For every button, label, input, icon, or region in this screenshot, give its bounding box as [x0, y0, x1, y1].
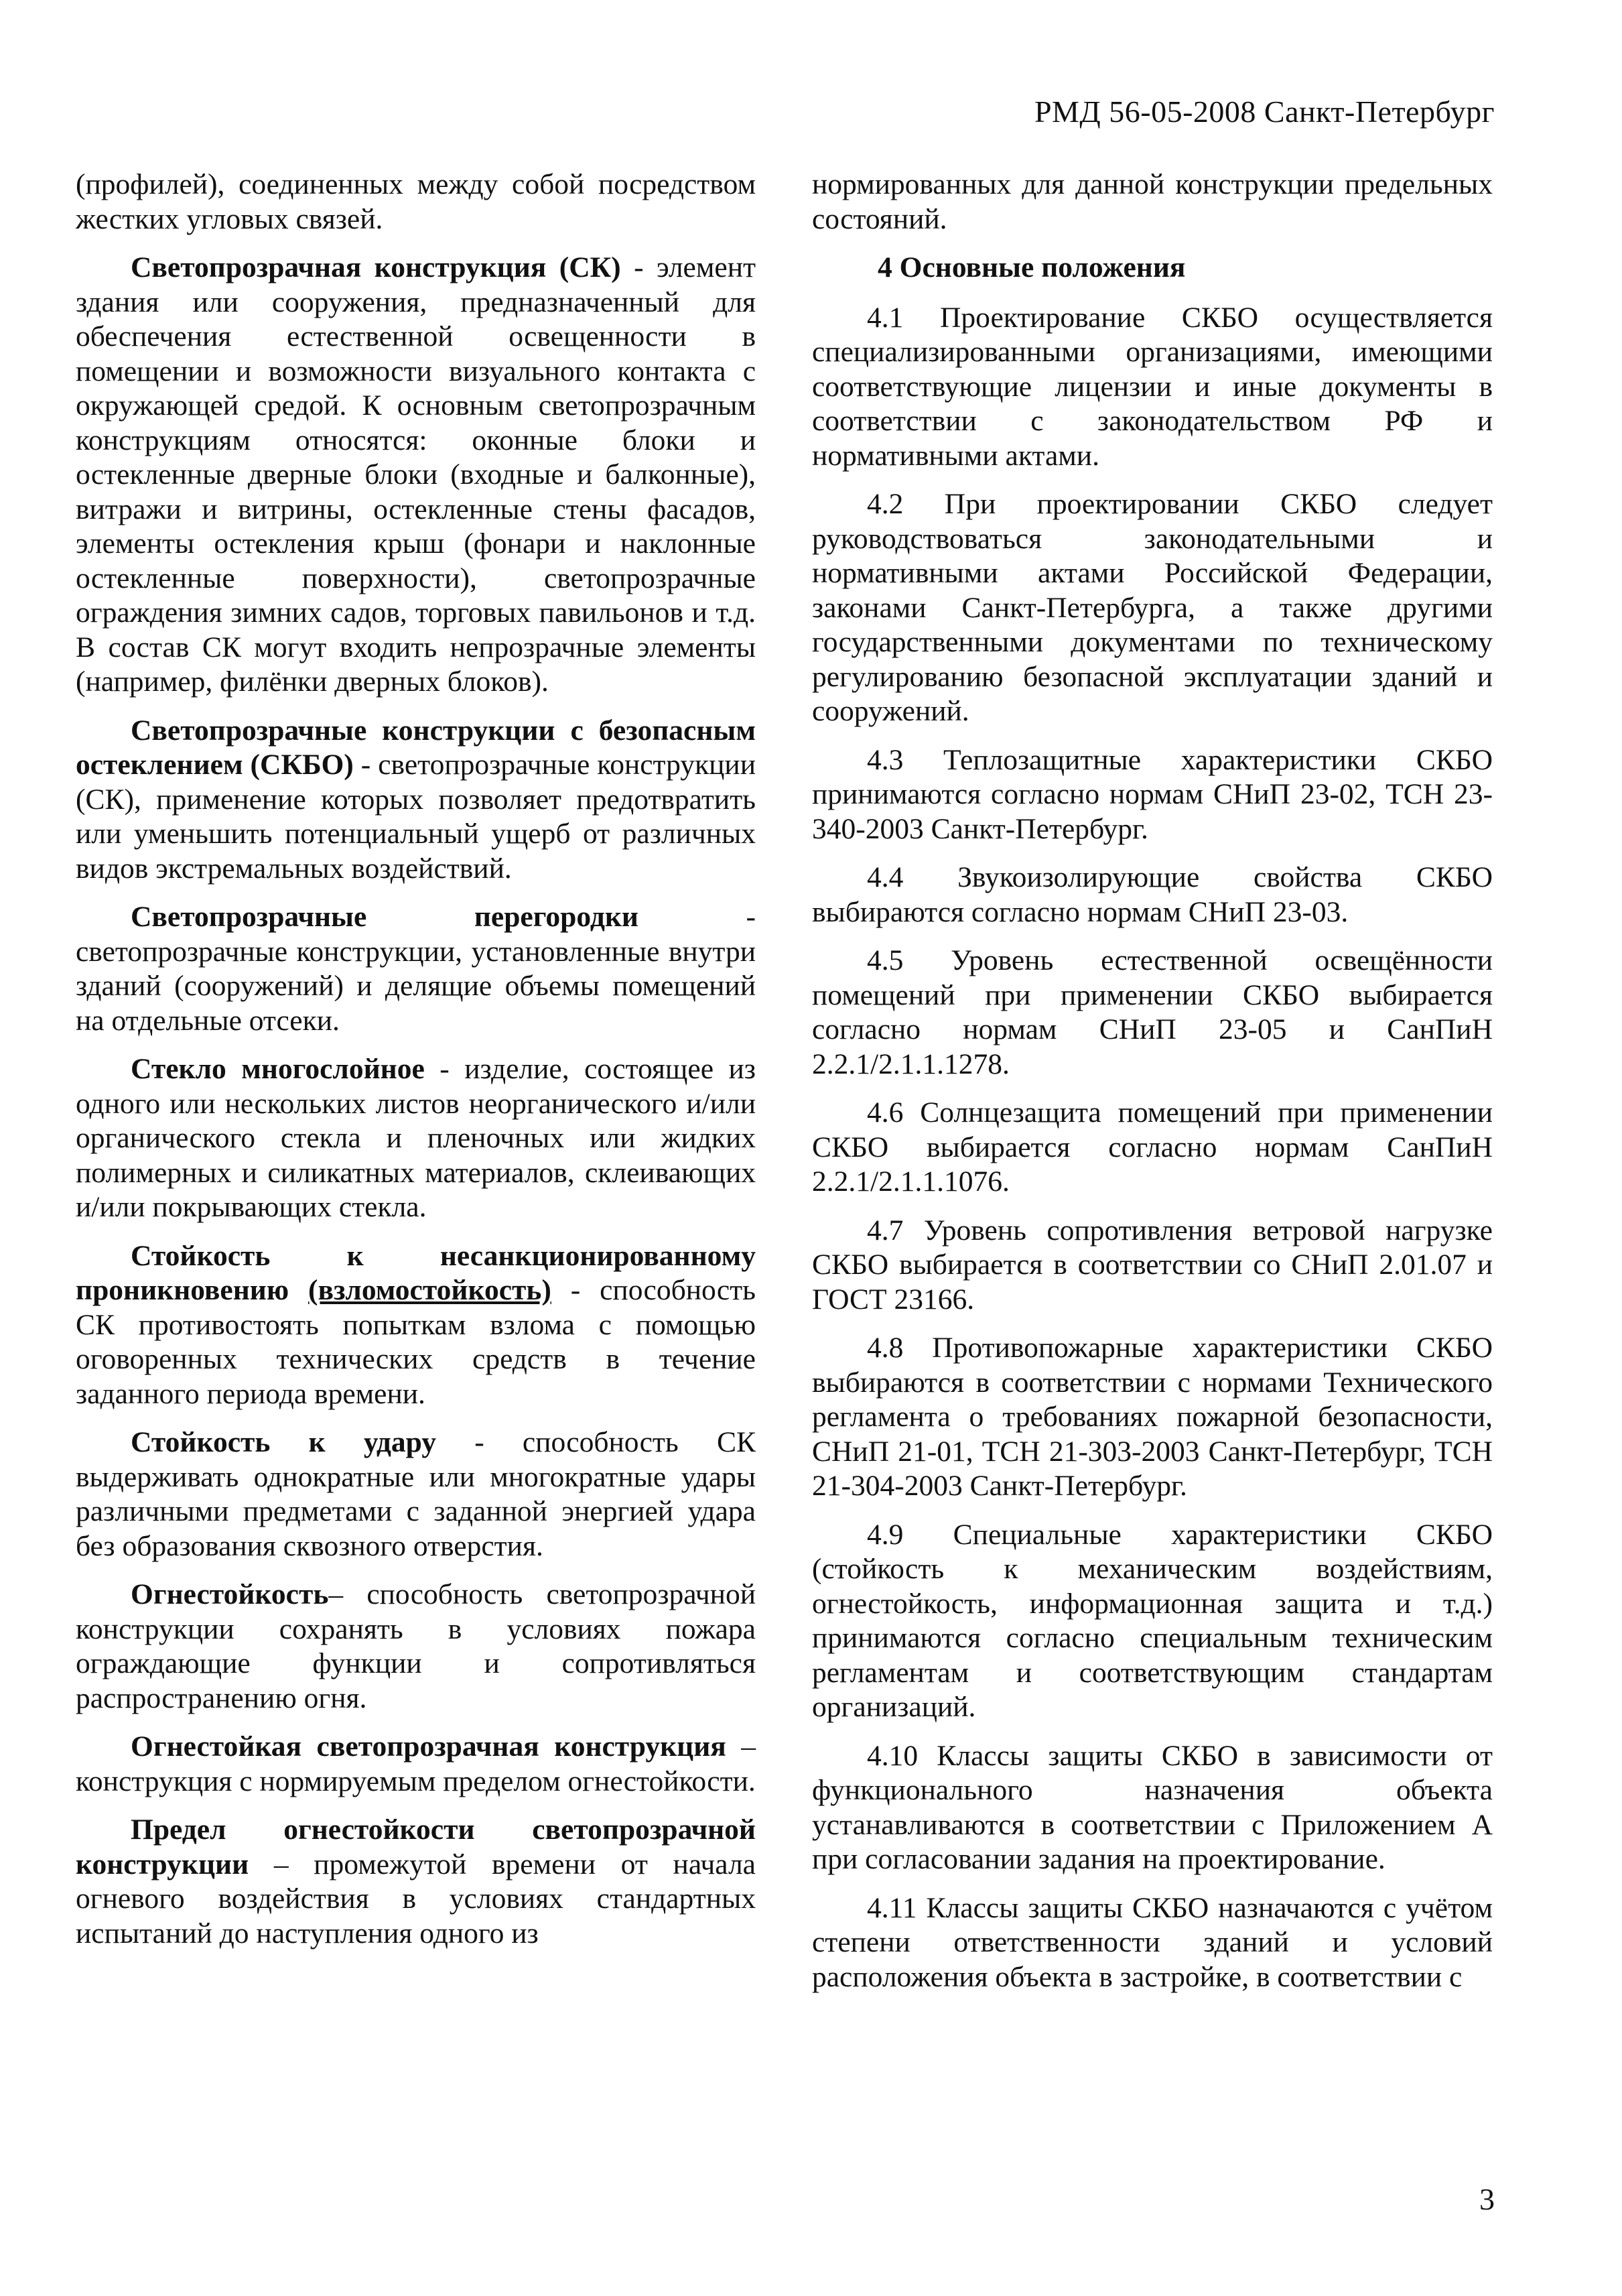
definition-term: Стойкость к удару — [131, 1426, 436, 1458]
left-column — [76, 168, 756, 1965]
definition-text: - светопрозрачные конструкции, установленные внутри зданий (сооружений) и делящие объемы помещений на отдельные отсеки. — [76, 901, 756, 1037]
definition-term: Огнестойкая светопрозрачная конструкция — [131, 1730, 726, 1763]
clause-4-3: 4.3 Теплозащитные характеристики СКБО принимаются согласно нормам СНиП 23-02, ТСН 23-340-2003 Санкт-Петербург. — [812, 743, 1493, 845]
definition-text: - светопрозрачные конструкции (СК), применение которых позволяет предотвратить или уменьшить потенциальный ущерб от различных видов экстремальных воздействий. — [76, 749, 756, 885]
definition-text: – промежутой времени от начала огневого воздействия в условиях стандартных испытаний до наступления одного из — [76, 1848, 756, 1950]
clause-4-2: 4.2 При проектировании СКБО следует руководствоваться законодательными и нормативными актами Российской Федерации, законами Санкт-Петербурга, а также другими государственными документами по техническому регулированию безопасной эксплуатации зданий и сооружений. — [812, 488, 1493, 727]
clause-4-8: 4.8 Противопожарные характеристики СКБО выбираются в соответствии с нормами Технического регламента о требованиях пожарной безопасности, СНиП 21-01, ТСН 21-303-2003 Санкт-Петербург, ТСН 21-304-2003 Санкт-Петербург. — [812, 1332, 1493, 1502]
definition-fire-resistant-construction — [76, 1730, 756, 1799]
definition-term: Светопрозрачные перегородки — [131, 901, 638, 933]
clause-4-1: 4.1 Проектирование СКБО осуществляется специализированными организациями, имеющими соответствующие лицензии и иные документы в соответствии с законодательством РФ и нормативными актами. — [812, 301, 1493, 472]
definition-term: Стойкость к несанкционированному проникновению — [76, 1239, 756, 1306]
right-column — [812, 168, 1493, 2008]
clause-4-9: 4.9 Специальные характеристики СКБО (стойкость к механическим воздействиям, огнестойкость, информационная защита и т.д.) принимаются согласно специальным техническим регламентам и соответствующим стандартам организаций. — [812, 1518, 1493, 1723]
paragraph-continuation: (профилей), соединенных между собой посредством жестких угловых связей. — [76, 168, 756, 235]
definition-partitions — [76, 900, 756, 1038]
definition-term: Огнестойкость — [131, 1578, 329, 1610]
clause-4-10: 4.10 Классы защиты СКБО в зависимости от функционального назначения объекта устанавливаются в соответствии с Приложением А при согласовании задания на проектирование. — [812, 1739, 1493, 1875]
definition-term-underlined: (взломостойкость) — [308, 1274, 551, 1306]
definition-impact-resistance — [76, 1425, 756, 1564]
definition-text: – способность светопрозрачной конструкции сохранять в условиях пожара ограждающие функции и сопротивляться распространению огня. — [76, 1578, 756, 1714]
definition-text: - способность СК противостоять попыткам взлома с помощью оговоренных технических средств в течение заданного периода времени. — [76, 1274, 756, 1410]
definition-text: – конструкция с нормируемым пределом огнестойкости. — [76, 1730, 756, 1797]
definition-term: Предел огнестойкости светопрозрачной конструкции — [76, 1813, 756, 1880]
clause-4-4: 4.4 Звукоизолирующие свойства СКБО выбираются согласно нормам СНиП 23-03. — [812, 861, 1493, 928]
clause-4-7: 4.7 Уровень сопротивления ветровой нагрузке СКБО выбирается в соответствии со СНиП 2.01.07 и ГОСТ 23166. — [812, 1214, 1493, 1316]
document-header: РМД 56-05-2008 Санкт-Петербург — [1034, 94, 1495, 129]
clause-4-5: 4.5 Уровень естественной освещённости помещений при применении СКБО выбирается согласно нормам СНиП 23-05 и СанПиН 2.2.1/2.1.1.1278. — [812, 944, 1493, 1080]
clause-4-6: 4.6 Солнцезащита помещений при применении СКБО выбирается согласно нормам СанПиН 2.2.1/2.1.1.1076. — [812, 1096, 1493, 1198]
definition-fire-resistance-limit — [76, 1813, 756, 1951]
definition-skbo — [76, 714, 756, 887]
definition-fire-resistance — [76, 1578, 756, 1716]
page-number: 3 — [1479, 2182, 1495, 2216]
paragraph-continuation: нормированных для данной конструкции предельных состояний. — [812, 168, 1493, 235]
definition-term: Светопрозрачные конструкции с безопасным остеклением (СКБО) — [76, 714, 756, 781]
clause-4-11: 4.11 Классы защиты СКБО назначаются с учётом степени ответственности зданий и условий расположения объекта в застройке, в соответствии с — [812, 1891, 1493, 1993]
definition-term: Светопрозрачная конструкция (СК) — [131, 251, 621, 283]
definition-laminated-glass — [76, 1052, 756, 1225]
section-title: 4 Основные положения — [878, 251, 1186, 283]
definition-text: - элемент здания или сооружения, предназначенный для обеспечения естественной освещенности в помещении и возможности визуального контакта с окружающей средой. К основным светопрозрачным конструкциям относятся: оконные блоки и остекленные дверные блоки (входные и балконные), витражи и витрины, остекленные стены фасадов, элементы остекления крыш (фонари и наклонные остекленные поверхности), светопрозрачные ограждения зимних садов, торговых павильонов и т.д. В состав СК могут входить непрозрачные элементы (например, филёнки дверных блоков). — [76, 251, 756, 698]
definition-sk — [76, 251, 756, 700]
definition-term: Стекло многослойное — [131, 1053, 425, 1085]
definition-text: - изделие, состоящее из одного или нескольких листов неорганического и/или органического стекла и пленочных или жидких полимерных и силикатных материалов, склеивающих и/или покрывающих стекла. — [76, 1053, 756, 1223]
definition-text: - способность СК выдерживать однократные или многократные удары различными предметами с заданной энергией удара без образования сквозного отверстия. — [76, 1426, 756, 1562]
definition-burglary-resistance — [76, 1239, 756, 1412]
